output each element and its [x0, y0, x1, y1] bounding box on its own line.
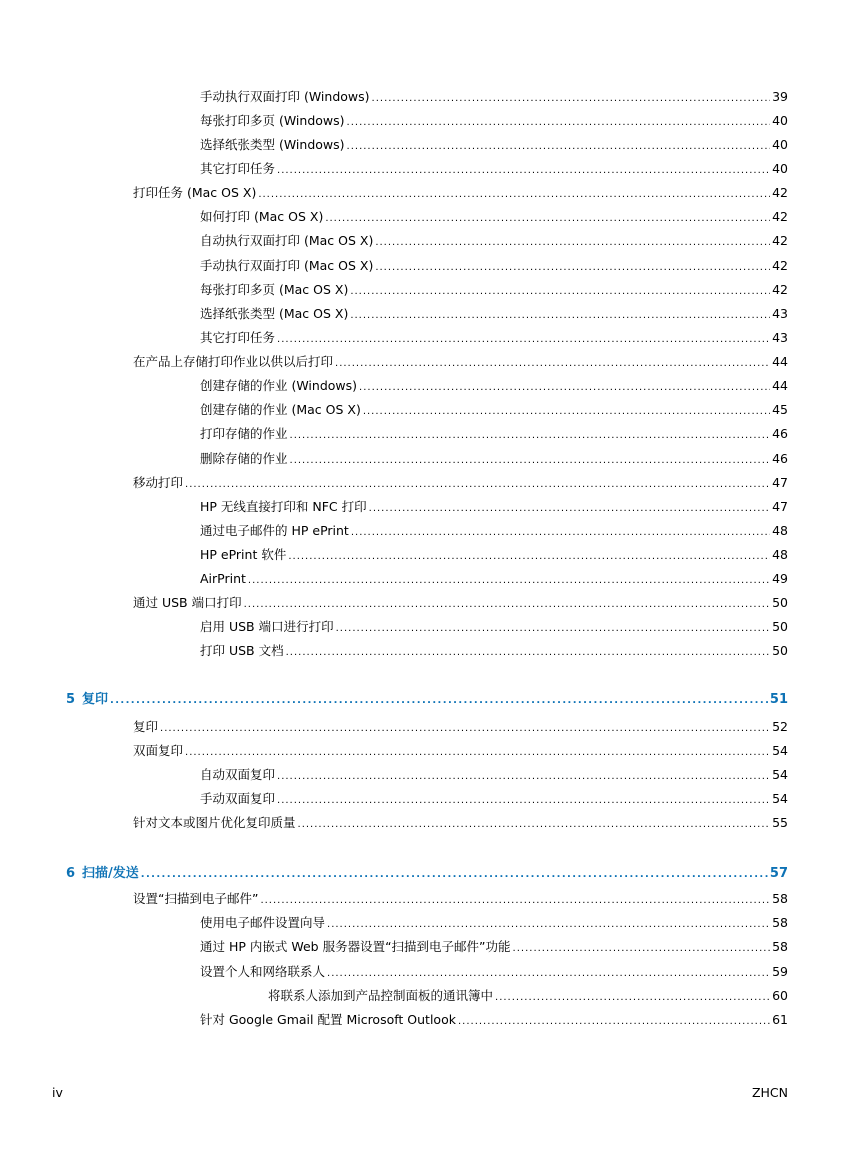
toc-entry-page: 52 [772, 719, 788, 734]
page-number: iv [52, 1085, 63, 1100]
toc-entry[interactable] [133, 719, 788, 737]
toc-chapter-page: 51 [769, 692, 788, 707]
toc-entry[interactable] [268, 988, 788, 1006]
toc-entry-page: 58 [772, 939, 788, 954]
dot-leader [141, 867, 768, 883]
toc-entry-label: 自动双面复印 [200, 767, 276, 782]
toc-entry[interactable] [200, 258, 788, 276]
dot-leader [244, 597, 770, 613]
toc-entry-label: 启用 USB 端口进行打印 [200, 619, 334, 634]
dot-leader [110, 693, 768, 709]
toc-entry-label: 针对文本或图片优化复印质量 [133, 815, 296, 830]
toc-entry-label: 选择纸张类型 (Windows) [200, 137, 345, 152]
toc-entry-label: 使用电子邮件设置向导 [200, 915, 326, 930]
toc-entry-page: 49 [772, 571, 788, 586]
toc-entry[interactable] [200, 378, 788, 396]
dot-leader [495, 990, 770, 1006]
toc-entry-page: 48 [772, 523, 788, 538]
toc-entry[interactable] [200, 964, 788, 982]
dot-leader [185, 745, 770, 761]
dot-leader [369, 501, 770, 517]
dot-leader [375, 260, 770, 276]
dot-leader [248, 573, 770, 589]
toc-entry[interactable] [133, 475, 788, 493]
toc-entry[interactable] [133, 891, 788, 909]
toc-entry-page: 50 [772, 595, 788, 610]
toc-entry-label: 手动执行双面打印 (Windows) [200, 89, 370, 104]
toc-entry-label: 设置“扫描到电子邮件” [133, 891, 259, 906]
dot-leader [347, 139, 771, 155]
toc-entry[interactable] [200, 571, 788, 589]
toc-entry-page: 54 [772, 791, 788, 806]
toc-entry-page: 55 [772, 815, 788, 830]
toc-entry-label: 针对 Google Gmail 配置 Microsoft Outlook [200, 1012, 456, 1027]
toc-entry[interactable] [200, 1012, 788, 1030]
toc-entry-page: 43 [772, 330, 788, 345]
dot-leader [260, 893, 770, 909]
dot-leader [298, 817, 771, 833]
toc-entry-page: 50 [772, 643, 788, 658]
dot-leader [327, 966, 770, 982]
toc-entry-label: 手动双面复印 [200, 791, 276, 806]
toc-entry-label: 复印 [133, 719, 159, 734]
toc-entry-label: 删除存储的作业 [200, 451, 288, 466]
toc-entry-label: 打印 USB 文档 [200, 643, 284, 658]
dot-leader [458, 1014, 770, 1030]
toc-entry[interactable] [200, 915, 788, 933]
dot-leader [351, 525, 770, 541]
dot-leader [335, 356, 770, 372]
toc-entry-label: 其它打印任务 [200, 330, 276, 345]
toc-entry[interactable] [200, 89, 788, 107]
toc-entry-label: 手动执行双面打印 (Mac OS X) [200, 258, 374, 273]
toc-entry-page: 60 [772, 988, 788, 1003]
dot-leader [277, 793, 770, 809]
toc-entry[interactable] [200, 161, 788, 179]
dot-leader [350, 308, 770, 324]
dot-leader [372, 91, 771, 107]
chapter-title: 扫描/发送 [82, 866, 139, 881]
dot-leader [325, 211, 770, 227]
toc-entry[interactable] [200, 451, 788, 469]
toc-entry-page: 46 [772, 426, 788, 441]
toc-entry[interactable] [200, 233, 788, 251]
toc-entry-page: 44 [772, 378, 788, 393]
toc-entry-label: 在产品上存储打印作业以供以后打印 [133, 354, 334, 369]
toc-entry[interactable] [200, 137, 788, 155]
toc-entry-page: 58 [772, 891, 788, 906]
dot-leader [363, 404, 770, 420]
toc-entry-page: 47 [772, 499, 788, 514]
toc-entry-page: 42 [772, 233, 788, 248]
dot-leader [359, 380, 770, 396]
chapter-number: 6 [66, 866, 76, 881]
toc-entry-label: 通过 HP 内嵌式 Web 服务器设置“扫描到电子邮件”功能 [200, 939, 511, 954]
dot-leader [513, 941, 771, 957]
dot-leader [185, 477, 770, 493]
dot-leader [336, 621, 770, 637]
toc-entry-page: 61 [772, 1012, 788, 1027]
toc-entry-page: 46 [772, 451, 788, 466]
toc-entry[interactable] [200, 113, 788, 131]
toc-entry-label: 每张打印多页 (Windows) [200, 113, 345, 128]
toc-chapter-6[interactable] [66, 866, 788, 883]
toc-entry[interactable] [200, 402, 788, 420]
toc-entry-page: 42 [772, 282, 788, 297]
dot-leader [327, 917, 770, 933]
dot-leader [277, 332, 770, 348]
toc-entry[interactable] [200, 619, 788, 637]
toc-entry-label: 双面复印 [133, 743, 184, 758]
toc-entry[interactable] [133, 743, 788, 761]
toc-entry-label: 如何打印 (Mac OS X) [200, 209, 324, 224]
toc-chapter-page: 57 [769, 866, 788, 881]
toc-entry-label: HP ePrint 软件 [200, 547, 287, 562]
toc-entry[interactable] [200, 523, 788, 541]
toc-entry-page: 42 [772, 185, 788, 200]
toc-entry-page: 59 [772, 964, 788, 979]
toc-entry[interactable] [200, 306, 788, 324]
toc-entry[interactable] [200, 426, 788, 444]
chapter-title: 复印 [82, 692, 109, 707]
toc-entry-label: 移动打印 [133, 475, 184, 490]
toc-entry-label: 将联系人添加到产品控制面板的通讯簿中 [268, 988, 494, 1003]
toc-entry-page: 45 [772, 402, 788, 417]
toc-entry-label: 通过电子邮件的 HP ePrint [200, 523, 349, 538]
toc-entry-page: 50 [772, 619, 788, 634]
dot-leader [290, 428, 771, 444]
toc-entry[interactable] [200, 939, 788, 957]
dot-leader [347, 115, 771, 131]
toc-entry-page: 54 [772, 767, 788, 782]
chapter-number: 5 [66, 692, 76, 707]
dot-leader [160, 721, 770, 737]
toc-chapter-label [66, 692, 110, 708]
toc-chapter-5[interactable] [66, 692, 788, 709]
toc-entry[interactable] [200, 767, 788, 785]
dot-leader [288, 549, 770, 565]
toc-entry[interactable] [133, 595, 788, 613]
toc-entry-page: 40 [772, 161, 788, 176]
toc-entry-page: 48 [772, 547, 788, 562]
toc-entry-label: AirPrint [200, 571, 246, 586]
dot-leader [277, 769, 770, 785]
dot-leader [286, 645, 770, 661]
toc-entry-page: 42 [772, 258, 788, 273]
toc-entry-page: 44 [772, 354, 788, 369]
toc-entry-label: 创建存储的作业 (Windows) [200, 378, 358, 393]
toc-entry[interactable] [133, 354, 788, 372]
toc-entry[interactable] [200, 791, 788, 809]
toc-entry-page: 40 [772, 113, 788, 128]
dot-leader [277, 163, 770, 179]
toc-entry[interactable] [200, 209, 788, 227]
toc-entry-label: 打印任务 (Mac OS X) [133, 185, 257, 200]
toc-entry-label: HP 无线直接打印和 NFC 打印 [200, 499, 367, 514]
toc-entry-page: 39 [772, 89, 788, 104]
toc-entry-label: 打印存储的作业 [200, 426, 288, 441]
toc-entry[interactable] [133, 815, 788, 833]
dot-leader [350, 284, 770, 300]
dot-leader [375, 235, 770, 251]
toc-entry[interactable] [200, 499, 788, 517]
toc-entry[interactable] [133, 185, 788, 203]
locale-code: ZHCN [751, 1085, 788, 1100]
toc-entry-page: 54 [772, 743, 788, 758]
toc-entry-page: 43 [772, 306, 788, 321]
toc-entry[interactable] [200, 643, 788, 661]
toc-entry-label: 自动执行双面打印 (Mac OS X) [200, 233, 374, 248]
toc-entry-label: 通过 USB 端口打印 [133, 595, 242, 610]
toc-entry-label: 选择纸张类型 (Mac OS X) [200, 306, 349, 321]
toc-entry-page: 40 [772, 137, 788, 152]
dot-leader [258, 187, 770, 203]
toc-entry-label: 设置个人和网络联系人 [200, 964, 326, 979]
toc-entry-label: 每张打印多页 (Mac OS X) [200, 282, 349, 297]
toc-chapter-label [66, 866, 141, 882]
toc-entry-page: 58 [772, 915, 788, 930]
toc-entry[interactable] [200, 282, 788, 300]
toc-entry-page: 42 [772, 209, 788, 224]
dot-leader [290, 453, 771, 469]
toc-entry-label: 创建存储的作业 (Mac OS X) [200, 402, 361, 417]
toc-entry[interactable] [200, 330, 788, 348]
toc-entry-page: 47 [772, 475, 788, 490]
toc-entry[interactable] [200, 547, 788, 565]
toc-entry-label: 其它打印任务 [200, 161, 276, 176]
